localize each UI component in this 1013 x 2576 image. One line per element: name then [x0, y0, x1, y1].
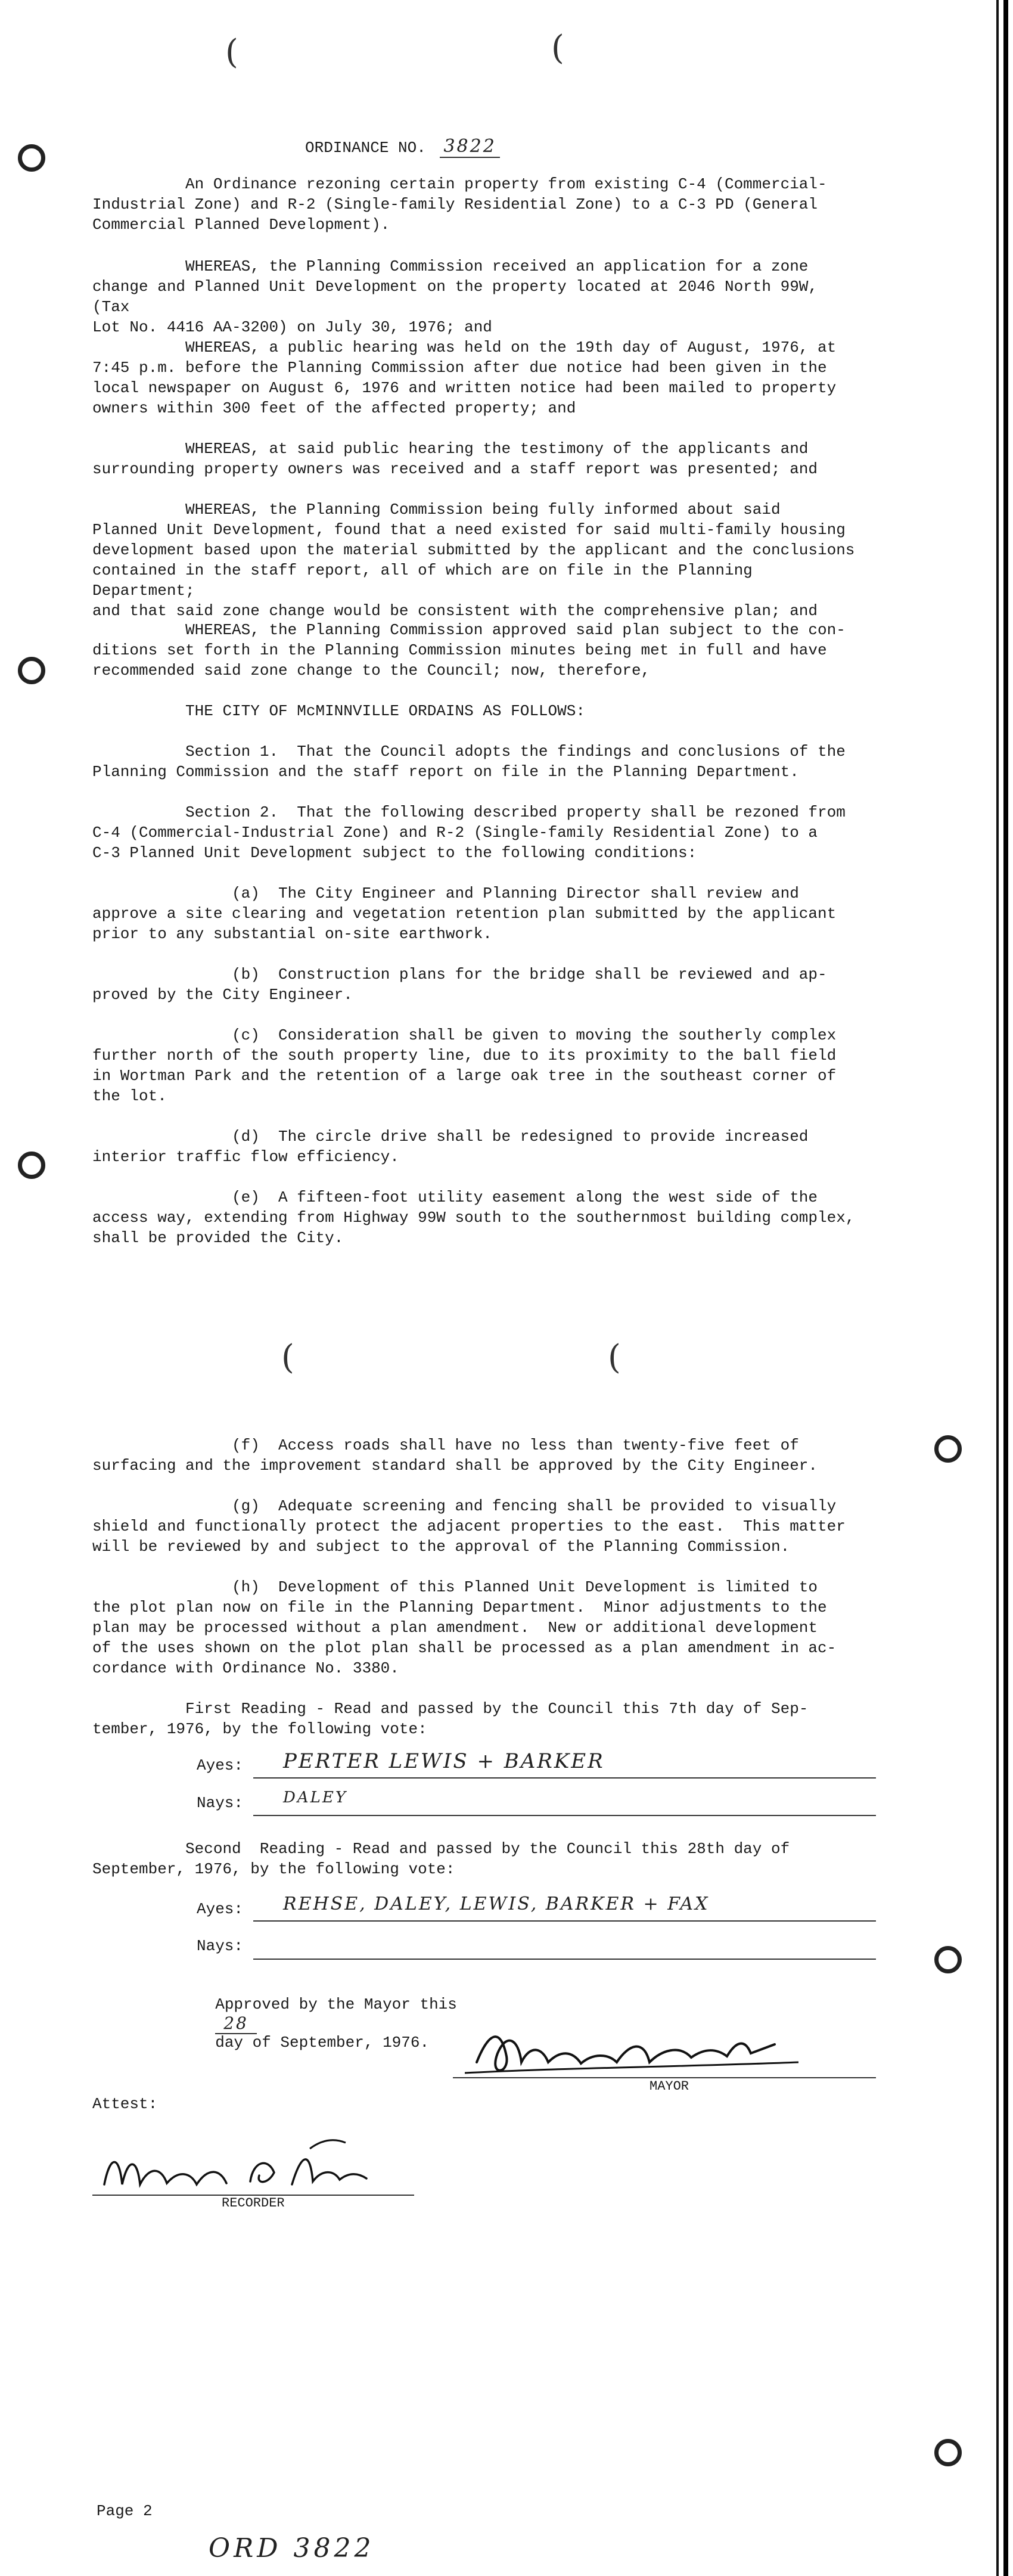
punch-hole	[934, 1435, 962, 1463]
first-nays-names: DALEY	[283, 1789, 348, 1807]
condition-a: (a) The City Engineer and Planning Director shall review and approve a site clearing and vegetation retention plan submitted by the applicant prior to any substantial on-site earthwork.	[92, 884, 837, 943]
copier-mark: (	[551, 29, 564, 67]
condition-e: (e) A fifteen-foot utility easement along the west side of the access way, extending from Highway 99W south to the southernmost building complex, shall be provided the City.	[92, 1188, 855, 1247]
mayor-label: MAYOR	[650, 2079, 689, 2094]
mayor-approval	[197, 1978, 457, 2052]
first-ayes-names: PERTER LEWIS + BARKER	[283, 1749, 605, 1773]
second-nays-line	[253, 1959, 876, 1960]
whereas-findings: WHEREAS, the Planning Commission being fully informed about said Planned Unit Development, found that a need existed for said multi-family housing development based upon the material submitted by the applicant and the conclusions contained in the staff report, all of which are on file in the Planning Department; and that said zone change would be consistent with the comprehensive plan; and	[92, 501, 855, 620]
condition-c: (c) Consideration shall be given to moving the southerly complex further north of the south property line, due to its proximity to the ball field in Wortman Park and the retention of a large oak tree in the southeast corner of the lot.	[92, 1026, 837, 1105]
condition-b: (b) Construction plans for the bridge shall be reviewed and ap- proved by the City Engineer.	[92, 966, 827, 1004]
first-ayes-line	[253, 1777, 876, 1779]
second-nays-label: Nays:	[197, 1937, 244, 1955]
ordinance-number-handwritten: 3822	[440, 136, 499, 158]
binding-edge	[1003, 0, 1008, 2576]
punch-hole	[18, 657, 45, 684]
second-reading: Second Reading - Read and passed by the Council this 28th day of September, 1976, by the following vote:	[92, 1840, 790, 1878]
second-ayes-label: Ayes:	[197, 1900, 244, 1918]
approved-day: 28	[215, 2013, 257, 2034]
copier-mark: (	[281, 1338, 294, 1377]
ordinance-intro: An Ordinance rezoning certain property from existing C-4 (Commercial- Industrial Zone) and R-2 (Single-family Residential Zone) to a C-3 PD (General Commercial Planned Development).	[92, 175, 827, 234]
whereas-hearing: WHEREAS, a public hearing was held on the 19th day of August, 1976, at 7:45 p.m. before the Planning Commission after due notice had been given in the local newspaper on August 6, 1976 and written notice had been mailed to property owners within 300 feet of the affected property; and	[92, 339, 837, 417]
condition-h: (h) Development of this Planned Unit Development is limited to the plot plan now on file in the Planning Department. Minor adjustments to the plan may be processed without a plan amendment. New or additional development of the uses shown on the plot plan shall be processed as a plan amendment in ac- cordance with Ordinance No. 3380.	[92, 1578, 837, 1677]
recorder-label: RECORDER	[222, 2196, 285, 2211]
whereas-approval: WHEREAS, the Planning Commission approved said plan subject to the con- ditions set forth in the Planning Commission minutes being met in full and have recommended said zone change to the Council; now, therefore,	[92, 621, 846, 679]
first-ayes-label: Ayes:	[197, 1756, 244, 1774]
page-number: Page 2	[97, 2502, 153, 2520]
punch-hole	[18, 1152, 45, 1179]
condition-d: (d) The circle drive shall be redesigned to provide increased interior traffic flow efficiency.	[92, 1128, 809, 1166]
second-ayes-line	[253, 1920, 876, 1922]
ordains-heading: THE CITY OF McMINNVILLE ORDAINS AS FOLLOWS:	[92, 702, 585, 720]
approved-prefix: Approved by the Mayor this	[215, 1995, 457, 2013]
condition-g: (g) Adequate screening and fencing shall be provided to visually shield and functionally protect the adjacent properties to the east. This matter will be reviewed by and subject to the approval of the Planning Commission.	[92, 1497, 846, 1556]
footer-ordinance-handwritten: ORD 3822	[209, 2533, 375, 2563]
whereas-testimony: WHEREAS, at said public hearing the testimony of the applicants and surrounding property owners was received and a staff report was presented; and	[92, 440, 818, 478]
first-nays-line	[253, 1815, 876, 1816]
attest-label: Attest:	[92, 2095, 158, 2113]
recorder-signature	[95, 2137, 375, 2202]
condition-f: (f) Access roads shall have no less than twenty-five feet of surfacing and the improvement standard shall be approved by the City Engineer.	[92, 1436, 818, 1475]
section-1: Section 1. That the Council adopts the findings and conclusions of the Planning Commission and the staff report on file in the Planning Department.	[92, 743, 846, 781]
punch-hole	[934, 2439, 962, 2466]
ordinance-title	[305, 136, 500, 157]
second-ayes-names: REHSE, DALEY, LEWIS, BARKER + FAX	[283, 1894, 710, 1914]
whereas-application: WHEREAS, the Planning Commission received an application for a zone change and Planned Unit Development on the property located at 2046 North 99W, (Tax Lot No. 4416 AA-3200) on July 30, 1976; and	[92, 257, 818, 336]
copier-mark: (	[608, 1338, 621, 1377]
mayor-signature-line	[453, 2077, 876, 2078]
approved-suffix: day of September, 1976.	[215, 2034, 430, 2052]
first-reading: First Reading - Read and passed by the Council this 7th day of Sep- tember, 1976, by the following vote:	[92, 1700, 809, 1738]
section-2: Section 2. That the following described property shall be rezoned from C-4 (Commercial-Industrial Zone) and R-2 (Single-family Residential Zone) to a C-3 Planned Unit Development subject to the following conditions:	[92, 803, 846, 862]
ordinance-title-prefix: ORDINANCE NO.	[305, 139, 426, 157]
binding-edge	[996, 0, 999, 2576]
first-nays-label: Nays:	[197, 1794, 244, 1812]
punch-hole	[934, 1946, 962, 1973]
mayor-signature	[465, 2021, 798, 2086]
copier-mark: (	[225, 33, 238, 72]
punch-hole	[18, 144, 45, 172]
